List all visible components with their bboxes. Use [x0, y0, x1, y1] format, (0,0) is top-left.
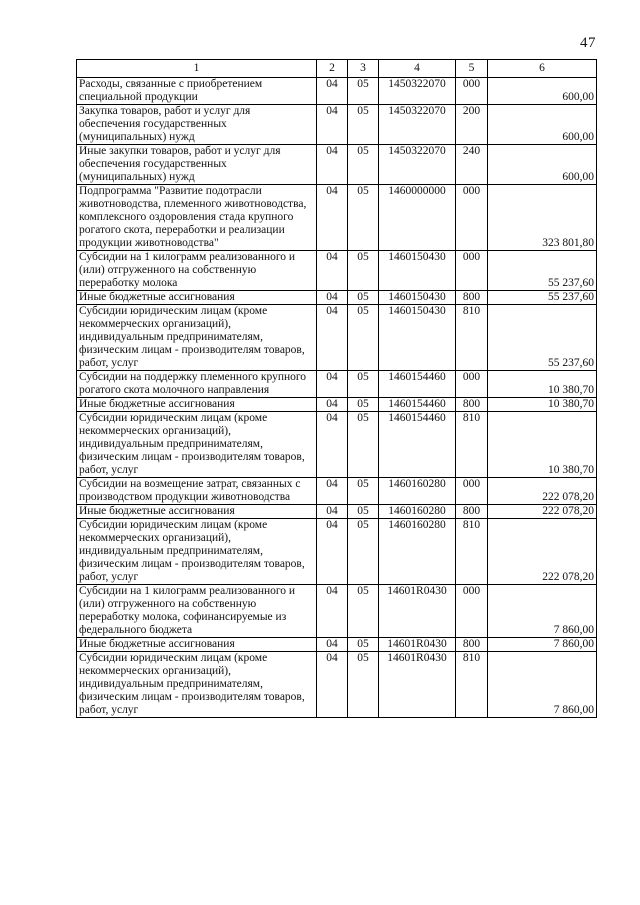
- row-section: 04: [317, 291, 348, 305]
- row-target-code: 1460154460: [379, 412, 456, 478]
- row-type-code: 000: [456, 371, 488, 398]
- row-amount: 7 860,00: [488, 652, 597, 718]
- table-row: [77, 305, 597, 371]
- row-type-code: 800: [456, 505, 488, 519]
- row-name: Субсидии на 1 килограмм реализованного и (или) отгруженного на собственную переработку молока, софинансируемые из федерального бюджета: [77, 585, 317, 638]
- row-name: Субсидии юридическим лицам (кроме некоммерческих организаций), индивидуальным предпринимателям, физическим лицам - производителям товаров, работ, услуг: [77, 652, 317, 718]
- row-type-code: 810: [456, 519, 488, 585]
- row-type-code: 200: [456, 105, 488, 145]
- row-target-code: 1460160280: [379, 519, 456, 585]
- row-target-code: 1460150430: [379, 251, 456, 291]
- row-subsection: 05: [348, 78, 379, 105]
- row-target-code: 14601R0430: [379, 638, 456, 652]
- row-target-code: 1460150430: [379, 305, 456, 371]
- row-section: 04: [317, 251, 348, 291]
- row-name: Подпрограмма "Развитие подотрасли животноводства, племенного животноводства, комплексного оздоровления стада крупного рогатого скота, переработки и реализации продукции животноводства": [77, 185, 317, 251]
- table-row: [77, 585, 597, 638]
- table-row: [77, 638, 597, 652]
- row-amount: 55 237,60: [488, 291, 597, 305]
- column-header-type-code: 5: [456, 60, 488, 78]
- table-row: [77, 185, 597, 251]
- table-row: [77, 478, 597, 505]
- row-type-code: 000: [456, 585, 488, 638]
- row-target-code: 1450322070: [379, 145, 456, 185]
- column-header-name: 1: [77, 60, 317, 78]
- row-amount: 222 078,20: [488, 505, 597, 519]
- row-subsection: 05: [348, 398, 379, 412]
- row-section: 04: [317, 519, 348, 585]
- row-name: Иные бюджетные ассигнования: [77, 291, 317, 305]
- row-name: Расходы, связанные с приобретением специальной продукции: [77, 78, 317, 105]
- table-row: [77, 519, 597, 585]
- row-target-code: 1460000000: [379, 185, 456, 251]
- table-row: [77, 145, 597, 185]
- row-subsection: 05: [348, 145, 379, 185]
- row-subsection: 05: [348, 371, 379, 398]
- row-amount: 600,00: [488, 78, 597, 105]
- row-name: Иные закупки товаров, работ и услуг для обеспечения государственных (муниципальных) нужд: [77, 145, 317, 185]
- row-section: 04: [317, 105, 348, 145]
- row-subsection: 05: [348, 251, 379, 291]
- row-subsection: 05: [348, 291, 379, 305]
- row-amount: 10 380,70: [488, 412, 597, 478]
- row-amount: 600,00: [488, 145, 597, 185]
- row-type-code: 000: [456, 478, 488, 505]
- row-section: 04: [317, 398, 348, 412]
- row-subsection: 05: [348, 585, 379, 638]
- column-header-subsection: 3: [348, 60, 379, 78]
- row-target-code: 14601R0430: [379, 585, 456, 638]
- row-name: Субсидии юридическим лицам (кроме некоммерческих организаций), индивидуальным предпринимателям, физическим лицам - производителям товаров, работ, услуг: [77, 412, 317, 478]
- row-name: Субсидии юридическим лицам (кроме некоммерческих организаций), индивидуальным предпринимателям, физическим лицам - производителям товаров, работ, услуг: [77, 519, 317, 585]
- table-row: [77, 105, 597, 145]
- row-subsection: 05: [348, 478, 379, 505]
- table-row: [77, 652, 597, 718]
- row-amount: 55 237,60: [488, 305, 597, 371]
- row-type-code: 800: [456, 638, 488, 652]
- row-subsection: 05: [348, 105, 379, 145]
- budget-table: [76, 59, 597, 718]
- row-amount: 600,00: [488, 105, 597, 145]
- row-section: 04: [317, 505, 348, 519]
- row-name: Субсидии юридическим лицам (кроме некоммерческих организаций), индивидуальным предпринимателям, физическим лицам - производителям товаров, работ, услуг: [77, 305, 317, 371]
- row-amount: 10 380,70: [488, 371, 597, 398]
- table-row: [77, 505, 597, 519]
- row-subsection: 05: [348, 519, 379, 585]
- row-type-code: 810: [456, 652, 488, 718]
- row-section: 04: [317, 652, 348, 718]
- row-section: 04: [317, 145, 348, 185]
- row-amount: 7 860,00: [488, 585, 597, 638]
- row-subsection: 05: [348, 412, 379, 478]
- table-row: [77, 412, 597, 478]
- row-target-code: 1460154460: [379, 371, 456, 398]
- row-type-code: 800: [456, 291, 488, 305]
- row-target-code: 1460160280: [379, 505, 456, 519]
- row-subsection: 05: [348, 638, 379, 652]
- row-target-code: 1460160280: [379, 478, 456, 505]
- row-target-code: 14601R0430: [379, 652, 456, 718]
- row-amount: 222 078,20: [488, 478, 597, 505]
- column-header-amount: 6: [488, 60, 597, 78]
- table-row: [77, 371, 597, 398]
- row-type-code: 800: [456, 398, 488, 412]
- page-number: 47: [580, 35, 596, 51]
- row-section: 04: [317, 412, 348, 478]
- row-subsection: 05: [348, 505, 379, 519]
- row-amount: 323 801,80: [488, 185, 597, 251]
- row-section: 04: [317, 638, 348, 652]
- column-header-section: 2: [317, 60, 348, 78]
- row-subsection: 05: [348, 305, 379, 371]
- row-subsection: 05: [348, 652, 379, 718]
- row-type-code: 000: [456, 185, 488, 251]
- table-row: [77, 251, 597, 291]
- row-section: 04: [317, 478, 348, 505]
- row-target-code: 1450322070: [379, 105, 456, 145]
- row-name: Субсидии на возмещение затрат, связанных с производством продукции животноводства: [77, 478, 317, 505]
- row-section: 04: [317, 185, 348, 251]
- row-subsection: 05: [348, 185, 379, 251]
- row-section: 04: [317, 78, 348, 105]
- table-row: [77, 78, 597, 105]
- row-amount: 222 078,20: [488, 519, 597, 585]
- row-amount: 7 860,00: [488, 638, 597, 652]
- row-amount: 10 380,70: [488, 398, 597, 412]
- row-name: Закупка товаров, работ и услуг для обеспечения государственных (муниципальных) нужд: [77, 105, 317, 145]
- table-header-row: [77, 60, 597, 78]
- row-type-code: 240: [456, 145, 488, 185]
- row-name: Субсидии на поддержку племенного крупного рогатого скота молочного направления: [77, 371, 317, 398]
- row-type-code: 810: [456, 305, 488, 371]
- row-section: 04: [317, 585, 348, 638]
- row-type-code: 810: [456, 412, 488, 478]
- row-target-code: 1460154460: [379, 398, 456, 412]
- table-row: [77, 291, 597, 305]
- row-section: 04: [317, 305, 348, 371]
- row-name: Субсидии на 1 килограмм реализованного и (или) отгруженного на собственную переработку молока: [77, 251, 317, 291]
- row-name: Иные бюджетные ассигнования: [77, 638, 317, 652]
- row-target-code: 1450322070: [379, 78, 456, 105]
- column-header-target-code: 4: [379, 60, 456, 78]
- row-type-code: 000: [456, 78, 488, 105]
- table-row: [77, 398, 597, 412]
- row-target-code: 1460150430: [379, 291, 456, 305]
- row-type-code: 000: [456, 251, 488, 291]
- row-section: 04: [317, 371, 348, 398]
- row-name: Иные бюджетные ассигнования: [77, 505, 317, 519]
- row-amount: 55 237,60: [488, 251, 597, 291]
- row-name: Иные бюджетные ассигнования: [77, 398, 317, 412]
